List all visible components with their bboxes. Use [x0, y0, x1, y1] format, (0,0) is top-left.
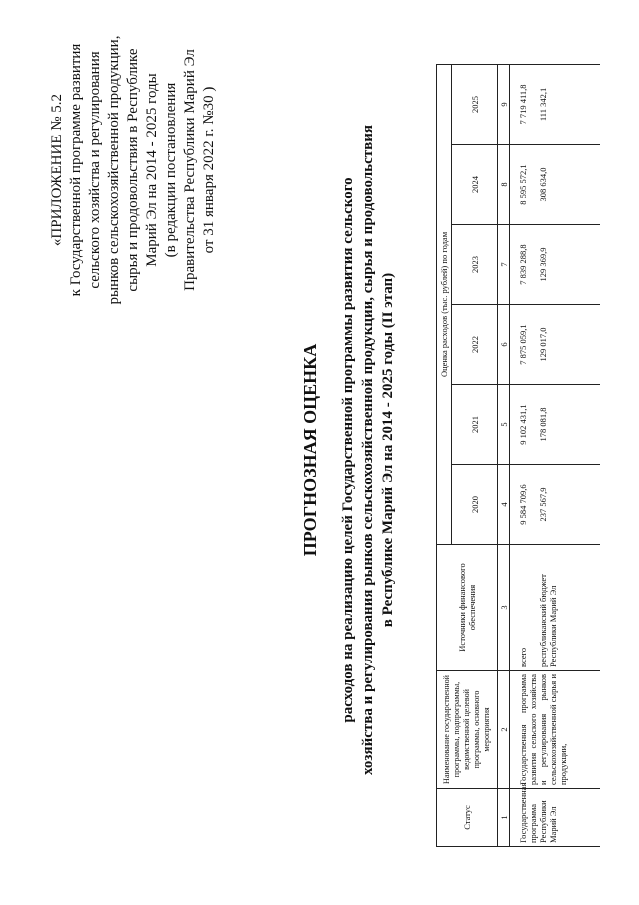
appendix-line: от 31 января 2022 г. №30 ) — [201, 86, 217, 254]
column-number: 2 — [498, 671, 510, 789]
column-number: 6 — [498, 305, 510, 385]
header-year: 2024 — [452, 145, 498, 225]
value-cell: 129 369,9 — [530, 225, 600, 305]
header-expense-estimate: Оценка расходов (тыс. рублей) по годам — [437, 64, 452, 544]
column-number: 9 — [498, 64, 510, 144]
table-row — [510, 64, 531, 846]
column-number: 5 — [498, 385, 510, 465]
source-label: Республики Марий Эл — [548, 585, 558, 667]
document-title — [300, 55, 398, 845]
title-line: хозяйства и регулирования рынков сельскохозяйственной продукции, сырья и продовольствия — [360, 125, 376, 775]
appendix-line: сельского хозяйства и регулирования — [87, 51, 103, 289]
header-status: Статус — [437, 789, 498, 847]
column-number: 1 — [498, 789, 510, 847]
header-year: 2022 — [452, 305, 498, 385]
value-cell: 129 017,0 — [530, 305, 600, 385]
value-cell: 308 634,0 — [530, 145, 600, 225]
appendix-line: (в редакции постановления — [163, 82, 179, 258]
header-year: 2023 — [452, 225, 498, 305]
value-cell: 178 081,8 — [530, 385, 600, 465]
forecast-table — [436, 64, 600, 847]
header-program-name: Наименование государственной программы, подпрограммы, ведомственной целевой программы, основного мероприятия — [437, 671, 498, 789]
appendix-line: Марий Эл на 2014 - 2025 годы — [144, 73, 160, 267]
row-status: Государственная программа Республики Марий Эл — [510, 789, 601, 847]
header-year: 2021 — [452, 385, 498, 465]
appendix-line: рынков сельскохозяйственной продукции, — [106, 35, 122, 305]
appendix-note — [48, 20, 219, 320]
appendix-line: сырья и продовольствия в Республике — [125, 48, 141, 292]
value-cell: 7 875 059,1 — [510, 305, 531, 385]
source-label: всего — [518, 647, 528, 667]
value-cell: 8 595 572,1 — [510, 145, 531, 225]
row-source-total — [510, 545, 531, 671]
appendix-line: к Государственной программе развития — [68, 43, 84, 297]
row-program-name: Государственная программа развития сельского хозяйства и регулирования рынков сельскохозяйственной сырья и продукции, — [510, 671, 601, 789]
source-label: республиканский бюджет — [538, 574, 548, 667]
value-cell: 237 567,9 — [530, 465, 600, 545]
value-cell: 7 839 288,8 — [510, 225, 531, 305]
title-line: расходов на реализацию целей Государственной программы развития сельского — [340, 177, 356, 723]
header-year: 2025 — [452, 64, 498, 144]
appendix-line: «ПРИЛОЖЕНИЕ № 5.2 — [49, 93, 65, 247]
value-cell: 9 584 709,6 — [510, 465, 531, 545]
value-cell: 111 342,1 — [530, 64, 600, 144]
column-number: 8 — [498, 145, 510, 225]
header-funding-source: Источники финансового обеспечения — [437, 545, 498, 671]
title-line: в Республике Марий Эл на 2014 - 2025 годы (II этап) — [380, 272, 396, 628]
value-cell: 9 102 431,1 — [510, 385, 531, 465]
column-number: 7 — [498, 225, 510, 305]
column-number: 4 — [498, 465, 510, 545]
title-main: ПРОГНОЗНАЯ ОЦЕНКА — [300, 343, 320, 557]
value-cell: 7 719 411,8 — [510, 64, 531, 144]
column-number: 3 — [498, 545, 510, 671]
row-source-republican-budget — [530, 545, 600, 671]
header-year: 2020 — [452, 465, 498, 545]
appendix-line: Правительства Республики Марий Эл — [182, 49, 198, 291]
